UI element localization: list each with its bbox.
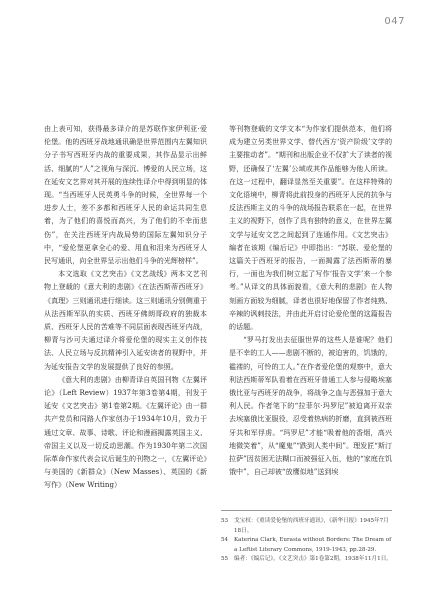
footnotes bbox=[221, 510, 392, 565]
footnote-text: 编者：《编后记》，《文艺突击》第1卷第2期，1938年11月1日。 bbox=[234, 556, 392, 563]
page-number: 047 bbox=[384, 16, 405, 27]
paragraph: “罗马打发出去征服世界的这些人是谁呢？他们是不幸的工人——悲剧不断的，被迫害的，饥饿的，褴褛的，可怜的工人。”在作者爱伦堡的观察中，意大利法西斯蒂军队看着在西班牙普通工人参与侵略埃塞俄比亚与西班牙的战争，将战争之血与恶强加于意大利人民。作者笔下的“拉菲尔·玛罗尼”被迫离开双亲去埃塞俄比亚服役，忍受着热病的折磨，直到被西班牙共和军俘虏。“玛罗尼”才能“吸着他的香烟，高兴地微笑着”，从“魔鬼”“跌到人类中间”。理发匠“斯汀拉萨”因贫困无法糊口而被强征入伍，他的“家庭在饥饿中”，自己却被“放鹰似地”送到埃 bbox=[229, 335, 392, 477]
footnote bbox=[221, 555, 392, 565]
footnote-text: Katerina Clark, Eurasia without Borders: The Dream of a Leftist Literary Commons, 1919-1943, pp.28-29. bbox=[234, 537, 392, 553]
right-column bbox=[229, 122, 392, 492]
paragraph: 等刊物登载的文学文本“为作家们提供范本，他们将成为建立另类世界文学、替代西方‘资产阶级’文学的主要推动者”。“期刊和出版企业不仅扩大了读者的视野，还确保了‘左翼’公域或其作品能够为他人所读。在这一过程中，翻译显然至关重要”。在这样特殊的文化语境中，柳青将此前投身的西班牙人民的抗争与反法西斯主义的斗争的战场报告联系在一起，在世界主义的视野下，创作了具有独特的意义，在世界左翼文学与延安文艺之间起到了连通作用。《文艺突击》编者在该期《编后记》中即指出：“苏联、爱伦堡的这篇关于西班牙的报告，一面揭露了法西斯蒂的暴行，一面也为我们树立起了写作‘报告文学’来一个参考。”从译文的具体面貌看，《意大利的悲剧》在人物刻画方面较为细腻，译者也很好地保留了作者纯熟、辛辣的讽刺技法，并由此开启讨论爱伦堡的这篇报告的话题。 bbox=[229, 124, 392, 332]
footnote bbox=[221, 517, 392, 536]
paragraph: 由上表可知，获得最多译介的是苏联作家伊利亚·爱伦堡。他的西班牙战地通讯确是世界范围内左翼知识分子书写西班牙内战的重要成果，其作品显示出鲜活、细腻的“人”之视角与深沉、博爱的人民立场，这在延安文艺界对其开展的连续性译介中得到明显的体现。“当西班牙人民英勇斗争的时候，全世界每一个进步人士，差不多都和西班牙人民的命运共同生息着，为了他们的喜悦而高兴，为了他们的不幸而悲伤”，在关注西班牙内战局势的国际左翼知识分子中，“爱伦堡更拿全心的爱、用血和泪来为西班牙人民写通讯，向全世界呈示出他们斗争的光辉榜样”。 bbox=[44, 124, 207, 266]
footnote-number: 53 bbox=[221, 518, 229, 524]
footnote-text: 戈宝权：《重读爱伦堡的西班牙通讯》，《新华日报》1945年7月18日。 bbox=[234, 518, 389, 534]
left-column bbox=[44, 122, 207, 492]
paragraph: 《意大利的悲剧》由柳青译自英国刊物《左翼评论》（Left Review）1937年第3卷第4期，刊发于延安《文艺突击》第1卷第2期。《左翼评论》由一群共产党员和同路人作家创办于1934年10月，致力于通过文章、故事、诗歌、评论和漫画揭露英国主义、帝国主义以及一切反动思潮。作为1930年第二次国际革命作家代表会议后诞生的刊物之一，《左翼评论》与美国的《新群众》（New Masses）、英国的《新写作》（New Writing） bbox=[44, 374, 207, 490]
footnote-number: 55 bbox=[221, 556, 229, 563]
footnote-number: 54 bbox=[221, 537, 229, 544]
body-text bbox=[44, 122, 392, 492]
paragraph: 本文选取《文艺突击》《文艺战线》两本文艺刊物上登载的《意大利的悲剧》《在法西斯蒂西班牙》《真理》三则通讯进行细读。这三则通讯分别侧重于从法西斯军队的实质、西班牙佛朗哥政府的独裁本质、西班牙人民的苦难等不同层面表现西班牙内战，柳青与沙可夫通过译介将爱伦堡的现实主义创作技法、人民立场与反抗精神引入延安读者的视野中，并为延安报告文学的发展提供了良好的参照。 bbox=[44, 269, 207, 371]
footnote bbox=[221, 536, 392, 555]
